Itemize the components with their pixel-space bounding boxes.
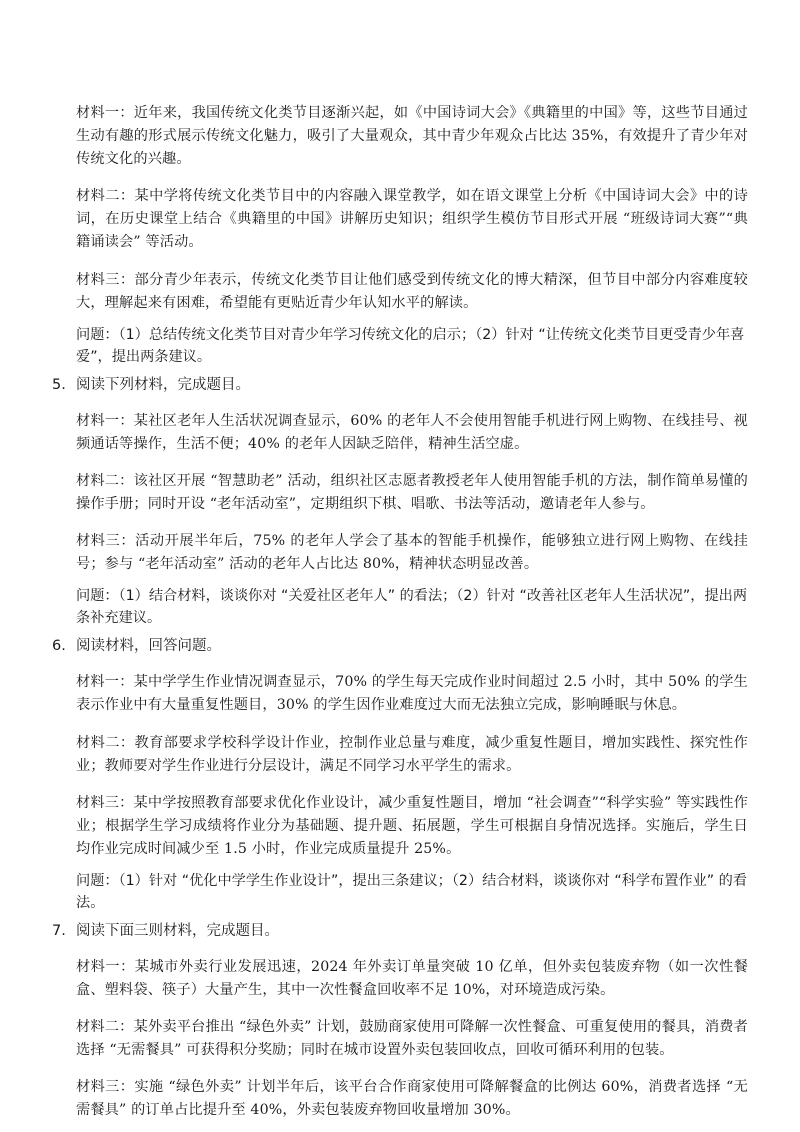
material-2: 材料二：该社区开展 “智慧助老” 活动，组织社区志愿者教授老年人使用智能手机的方法，制作简单易懂的操作手册；同时开设 “老年活动室”，定期组织下棋、唱歌、书法等活动，邀请老年人参与。 [76,472,748,512]
question-header [52,920,748,942]
question-title: 阅读下列材料，完成题目。 [76,376,250,393]
question-number: 5. [52,376,66,393]
question-number: 6. [52,638,66,655]
material-1: 材料一：某社区老年人生活状况调查显示，60% 的老年人不会使用智能手机进行网上购物、在线挂号、视频通话等操作，生活不便；40% 的老年人因缺乏陪伴，精神生活空虚。 [76,412,748,452]
question-header [52,635,748,657]
question-block-5 [52,374,748,630]
question-prompt: 问题：（1）总结传统文化类节目对青少年学习传统文化的启示；（2）针对 “让传统文化类节目更受青少年喜爱”，提出两条建议。 [76,326,745,365]
material-2: 材料二：教育部要求学校科学设计作业，控制作业总量与难度，减少重复性题目，增加实践性、探究性作业；教师要对学生作业进行分层设计，满足不同学习水平学生的需求。 [76,734,748,774]
material-2: 材料二：某中学将传统文化类节目中的内容融入课堂教学，如在语文课堂上分析《中国诗词大会》中的诗词，在历史课堂上结合《典籍里的中国》讲解历史知识；组织学生模仿节目形式开展 “班级诗词大赛”“典籍诵读会” 等活动。 [76,188,748,251]
question-prompt: 问题：（1）结合材料，谈谈你对 “关爱社区老年人” 的看法；（2）针对 “改善社区老年人生活状况”，提出两条补充建议。 [76,588,748,627]
question-block-6 [52,635,748,914]
material-2: 材料二：某外卖平台推出 “绿色外卖” 计划，鼓励商家使用可降解一次性餐盒、可重复使用的餐具，消费者选择 “无需餐具” 可获得积分奖励；同时在城市设置外卖包装回收点，回收可循环利用的包装。 [76,1019,748,1059]
question-header [52,374,748,396]
question-prompt: 问题：（1）针对 “优化中学学生作业设计”，提出三条建议；（2）结合材料，谈谈你对 “科学布置作业” 的看法。 [76,872,748,911]
material-3: 材料三：某中学按照教育部要求优化作业设计，减少重复性题目，增加 “社会调查”“科学实验” 等实践性作业；根据学生学习成绩将作业分为基础题、提升题、拓展题，学生可根据自身情况选择。实施后，学生日均作业完成时间减少至 1.5 小时，作业完成质量提升 25%。 [76,794,748,857]
material-1: 材料一：某城市外卖行业发展迅速，2024 年外卖订单量突破 10 亿单，但外卖包装废弃物（如一次性餐盒、塑料袋、筷子）大量产生，其中一次性餐盒回收率不足 10%，对环境造成污染。 [76,958,748,998]
material-1: 材料一：某中学学生作业情况调查显示，70% 的学生每天完成作业时间超过 2.5 小时，其中 50% 的学生表示作业中有大量重复性题目，30% 的学生因作业难度过大而无法独立完成，影响睡眠与休息。 [76,674,748,714]
question-block-4 [52,102,748,367]
material-1: 材料一：近年来，我国传统文化类节目逐渐兴起，如《中国诗词大会》《典籍里的中国》等，这些节目通过生动有趣的形式展示传统文化魅力，吸引了大量观众，其中青少年观众占比达 35%，有效提升了青少年对传统文化的兴趣。 [76,105,748,168]
material-3: 材料三：活动开展半年后，75% 的老年人学会了基本的智能手机操作，能够独立进行网上购物、在线挂号；参与 “老年活动室” 活动的老年人占比达 80%，精神状态明显改善。 [76,533,748,573]
question-number: 7. [52,922,66,939]
question-block-7 [52,920,748,1123]
question-title: 阅读材料，回答问题。 [76,638,221,655]
question-title: 阅读下面三则材料，完成题目。 [76,922,279,939]
material-3: 材料三：部分青少年表示，传统文化类节目让他们感受到传统文化的博大精深，但节目中部分内容难度较大，理解起来有困难，希望能有更贴近青少年认知水平的解读。 [76,271,748,311]
material-3: 材料三：实施 “绿色外卖” 计划半年后，该平台合作商家使用可降解餐盒的比例达 60%，消费者选择 “无需餐具” 的订单占比提升至 40%，外卖包装废弃物回收量增加 30%。 [76,1079,748,1119]
